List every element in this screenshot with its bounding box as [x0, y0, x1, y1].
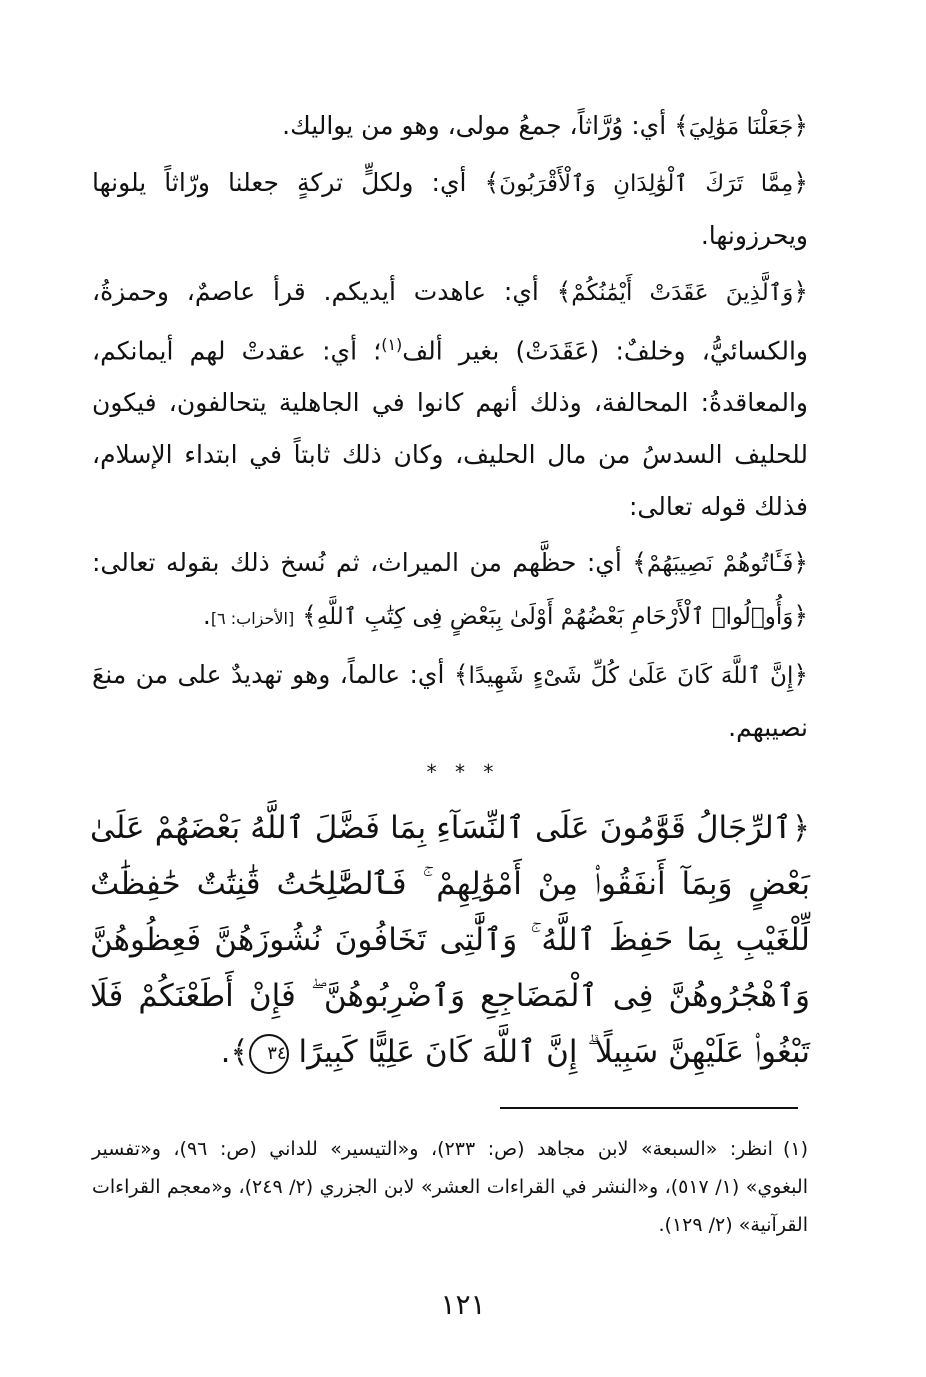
- quran-quote: فَـَٔاتُوهُمْ نَصِيبَهُمْ: [646, 551, 794, 578]
- open-brace: ﴿: [793, 277, 808, 306]
- quran-quote-2: وَأُو۟لُوا۟ ٱلْأَرْحَامِ بَعْضُهُمْ أَوْلَىٰ بِبَعْضٍ فِى كِتَٰبِ ٱللَّهِ: [316, 604, 794, 631]
- ayah-number-marker: ٣٤: [249, 1034, 289, 1074]
- close-brace: ﴾: [302, 601, 317, 631]
- sentence-end: .: [220, 1034, 231, 1070]
- close-brace: ﴾: [632, 548, 647, 578]
- footnote-text: انظر: «السبعة» لابن مجاهد (ص: ٢٣٣)، و«التيسير» للداني (ص: ٩٦)، و«تفسير البغوي» (١/ ٥١٧)، و«النشر في القراءات العشر» لابن الجزري (٢/ ٢٤٩)، و«معجم القراءات القرآنية» (٢/ ١٢٩).: [92, 1138, 808, 1236]
- footnote: [92, 1130, 808, 1244]
- quran-quote: مِمَّا تَرَكَ ٱلْوَٰلِدَانِ وَٱلْأَقْرَبُونَ: [499, 171, 794, 197]
- explanation-text-continued: ؛ أي: عقدتْ لهم أيمانكم، والمعاقدةُ: المحالفة، وذلك أنهم كانوا في الجاهلية يتحالفون، فيكون للحليف السدسُ من مال الحليف، وكان ذلك ثابتاً في ابتداء الإسلام، فذلك قوله تعالى:: [92, 336, 808, 522]
- open-brace: ﴿: [791, 810, 810, 846]
- open-brace: ﴿: [793, 111, 808, 140]
- open-brace: ﴿: [793, 168, 808, 197]
- commentary-body: [92, 100, 808, 758]
- page-number: ١٢١: [440, 1288, 486, 1321]
- explanation-text: أي: وُرَّاثاً، جمعُ مولى، وهو من يواليك.: [282, 111, 675, 140]
- paragraph-5: [92, 649, 808, 754]
- paragraph-3: [92, 266, 808, 533]
- paragraph-2: [92, 157, 808, 262]
- quran-verse-block: [90, 800, 810, 1080]
- close-brace: ﴾: [230, 1034, 249, 1070]
- explanation-text: أي: عالماً، وهو تهديدٌ على من منعَ نصيبهم.: [92, 660, 808, 743]
- surah-citation: [الأحزاب: ٦]: [210, 609, 295, 629]
- open-brace: ﴿: [793, 548, 808, 578]
- explanation-text: أي: ولكلٍّ تركةٍ جعلنا ورّاثاً يلونها ويحرزونها.: [92, 168, 808, 250]
- section-separator: * * *: [426, 760, 500, 784]
- quran-quote: وَٱلَّذِينَ عَقَدَتْ أَيْمَٰنُكُمْ: [571, 280, 794, 306]
- footnote-divider: [500, 1107, 798, 1109]
- explanation-text: أي: عاهدت أيديكم. قرأ عاصمٌ، وحمزةُ، والكسائيُّ، وخلفٌ: (عَقَدَتْ) بغير ألف: [92, 277, 808, 366]
- open-brace: ﴿: [793, 601, 808, 631]
- close-brace: ﴾: [484, 168, 500, 197]
- verse-text: ٱلرِّجَالُ قَوَّٰمُونَ عَلَى ٱلنِّسَآءِ بِمَا فَضَّلَ ٱللَّهُ بَعْضَهُمْ عَلَىٰ بَعْضٍ وَبِمَآ أَنفَقُوا۟ مِنْ أَمْوَٰلِهِمْ ۚ فَٱلصَّٰلِحَٰتُ قَٰنِتَٰتٌ حَٰفِظَٰتٌ لِّلْغَيْبِ بِمَا حَفِظَ ٱللَّهُ ۚ وَٱلَّٰتِى تَخَافُونَ نُشُوزَهُنَّ فَعِظُوهُنَّ وَٱهْجُرُوهُنَّ فِى ٱلْمَضَاجِعِ وَٱضْرِبُوهُنَّ ۖ فَإِنْ أَطَعْنَكُمْ فَلَا تَبْغُوا۟ عَلَيْهِنَّ سَبِيلًا ۗ إِنَّ ٱللَّهَ كَانَ عَلِيًّا كَبِيرًا: [90, 810, 810, 1070]
- quran-quote: جَعَلْنَا مَوَٰلِيَ: [688, 114, 794, 140]
- close-brace: ﴾: [453, 660, 469, 690]
- paragraph-1: [92, 100, 808, 153]
- quran-quote: إِنَّ ٱللَّهَ كَانَ عَلَىٰ كُلِّ شَىْءٍ شَهِيدًا: [468, 663, 794, 690]
- paragraph-4: [92, 537, 808, 645]
- explanation-text: أي: حظَّهم من الميراث، ثم نُسخ ذلك بقوله تعالى:: [92, 548, 633, 578]
- open-brace: ﴿: [793, 660, 808, 690]
- footnote-reference: (١): [381, 335, 403, 354]
- footnote-number: (١): [782, 1138, 808, 1160]
- close-brace: ﴾: [556, 277, 572, 306]
- sentence-end: .: [202, 601, 211, 631]
- close-brace: ﴾: [674, 111, 689, 140]
